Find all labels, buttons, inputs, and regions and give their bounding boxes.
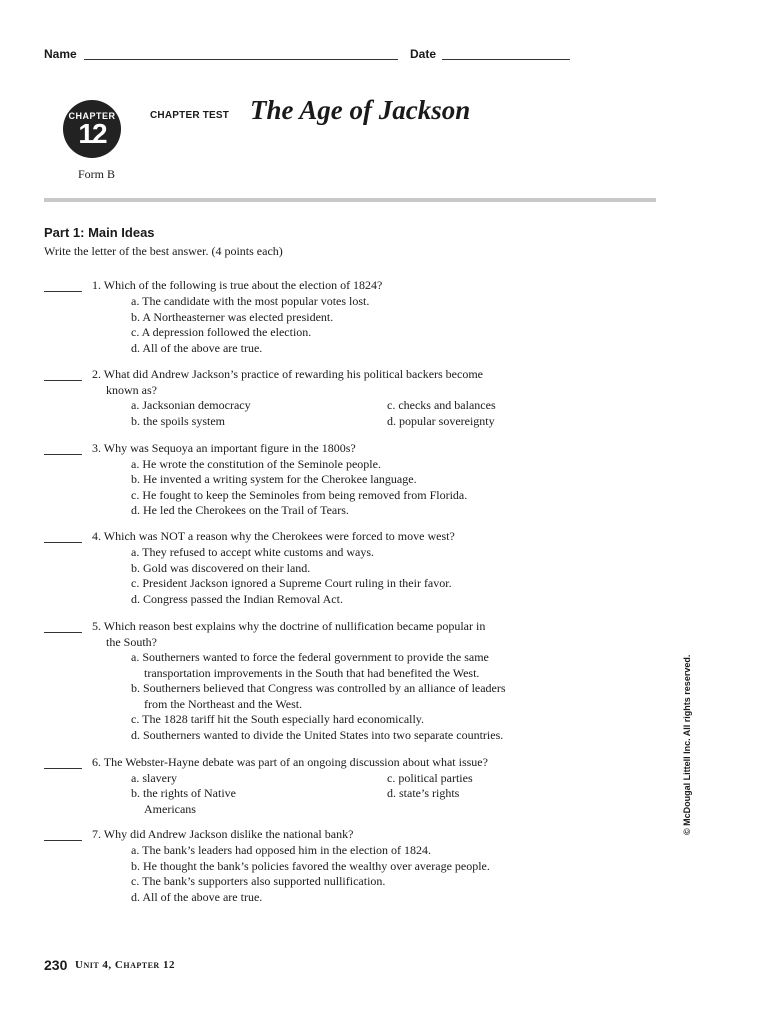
answer-option: d. He led the Cherokees on the Trail of Tears. <box>131 503 349 517</box>
answer-option: c. He fought to keep the Seminoles from being removed from Florida. <box>131 487 468 502</box>
chapter-number: 12 <box>78 118 106 149</box>
chapter-label: CHAPTER <box>68 111 116 121</box>
answer-option: b. Southerners believed that Congress was controlled by an alliance of leaders <box>131 681 506 695</box>
answer-option: b. the rights of Native <box>131 786 236 800</box>
answer-option: a. They refused to accept white customs and ways. <box>131 545 375 559</box>
answer-blank[interactable] <box>44 454 82 455</box>
name-label: Name <box>44 47 77 61</box>
answer-option: a. The candidate with the most popular votes lost. <box>131 294 370 308</box>
answer-option: c. The bank’s supporters also supported nullification. <box>131 874 386 888</box>
question-text: Why did Andrew Jackson dislike the national bank? <box>103 827 354 841</box>
question-number: 5. <box>92 619 101 633</box>
answer-option: a. Jacksonian democracy <box>131 398 251 412</box>
name-field[interactable] <box>84 59 398 60</box>
question-6 <box>92 755 488 771</box>
answer-option: b. A Northeasterner was elected president. <box>131 309 334 324</box>
answer-blank[interactable] <box>44 840 82 841</box>
answer-option: c. A depression followed the election. <box>131 325 312 339</box>
copyright-note: © McDougal Littell Inc. All rights reserved. <box>682 654 692 835</box>
divider <box>44 198 656 202</box>
answer-option: a. The bank’s leaders had opposed him in the election of 1824. <box>131 843 432 857</box>
question-text: Which reason best explains why the doctrine of nullification became popular in <box>103 619 486 633</box>
form-label: Form B <box>78 167 116 181</box>
page-title: The Age of Jackson <box>250 95 471 125</box>
question-3 <box>92 441 356 457</box>
page-number: 230 <box>44 957 68 973</box>
answer-option: b. He invented a writing system for the Cherokee language. <box>131 472 417 486</box>
date-field[interactable] <box>442 59 570 60</box>
question-text: What did Andrew Jackson’s practice of rewarding his political backers become <box>103 367 483 381</box>
question-text: Which was NOT a reason why the Cherokees were forced to move west? <box>103 529 455 543</box>
answer-blank[interactable] <box>44 632 82 633</box>
question-text-cont: known as? <box>106 382 157 397</box>
question-number: 3. <box>92 441 101 455</box>
answer-blank[interactable] <box>44 542 82 543</box>
question-number: 7. <box>92 827 101 841</box>
date-label: Date <box>410 47 437 61</box>
answer-option: a. slavery <box>131 770 177 785</box>
answer-option: c. political parties <box>387 770 473 785</box>
answer-option-cont: Americans <box>144 801 196 816</box>
question-text: Why was Sequoya an important figure in the 1800s? <box>103 441 356 455</box>
answer-option: c. checks and balances <box>387 398 496 412</box>
footer-text: Unit 4, Chapter 12 <box>75 959 175 971</box>
answer-blank[interactable] <box>44 380 82 381</box>
answer-option: d. state’s rights <box>387 786 460 800</box>
answer-blank[interactable] <box>44 291 82 292</box>
answer-option: a. He wrote the constitution of the Seminole people. <box>131 456 381 471</box>
answer-option: b. He thought the bank’s policies favored the wealthy over average people. <box>131 858 490 873</box>
answer-option: d. Southerners wanted to divide the United States into two separate countries. <box>131 727 504 742</box>
answer-option-cont: from the Northeast and the West. <box>144 696 303 711</box>
question-number: 4. <box>92 529 101 543</box>
chapter-badge <box>63 100 121 158</box>
instructions: Write the letter of the best answer. (4 points each) <box>44 244 283 258</box>
answer-option: c. The 1828 tariff hit the South especially hard economically. <box>131 712 425 726</box>
question-1 <box>92 278 382 294</box>
answer-blank[interactable] <box>44 768 82 769</box>
question-text: The Webster-Hayne debate was part of an ongoing discussion about what issue? <box>103 755 488 769</box>
question-number: 1. <box>92 278 101 292</box>
question-4 <box>92 529 455 545</box>
answer-option: d. Congress passed the Indian Removal Act. <box>131 591 343 606</box>
question-7 <box>92 827 353 843</box>
chapter-test-label: CHAPTER TEST <box>150 110 230 121</box>
answer-option-cont: transportation improvements in the South that had benefited the West. <box>144 665 480 680</box>
question-text-cont: the South? <box>106 634 157 649</box>
part-title: Part 1: Main Ideas <box>44 225 155 240</box>
answer-option: c. President Jackson ignored a Supreme Court ruling in their favor. <box>131 576 452 590</box>
answer-option: b. the spoils system <box>131 413 226 428</box>
answer-option: d. popular sovereignty <box>387 413 495 428</box>
answer-option: d. All of the above are true. <box>131 340 263 355</box>
answer-option: a. Southerners wanted to force the federal government to provide the same <box>131 650 489 664</box>
question-number: 6. <box>92 755 101 769</box>
question-text: Which of the following is true about the election of 1824? <box>103 278 383 292</box>
question-number: 2. <box>92 367 101 381</box>
question-2 <box>92 367 483 383</box>
answer-option: d. All of the above are true. <box>131 889 263 904</box>
answer-option: b. Gold was discovered on their land. <box>131 560 311 575</box>
question-5 <box>92 619 485 635</box>
